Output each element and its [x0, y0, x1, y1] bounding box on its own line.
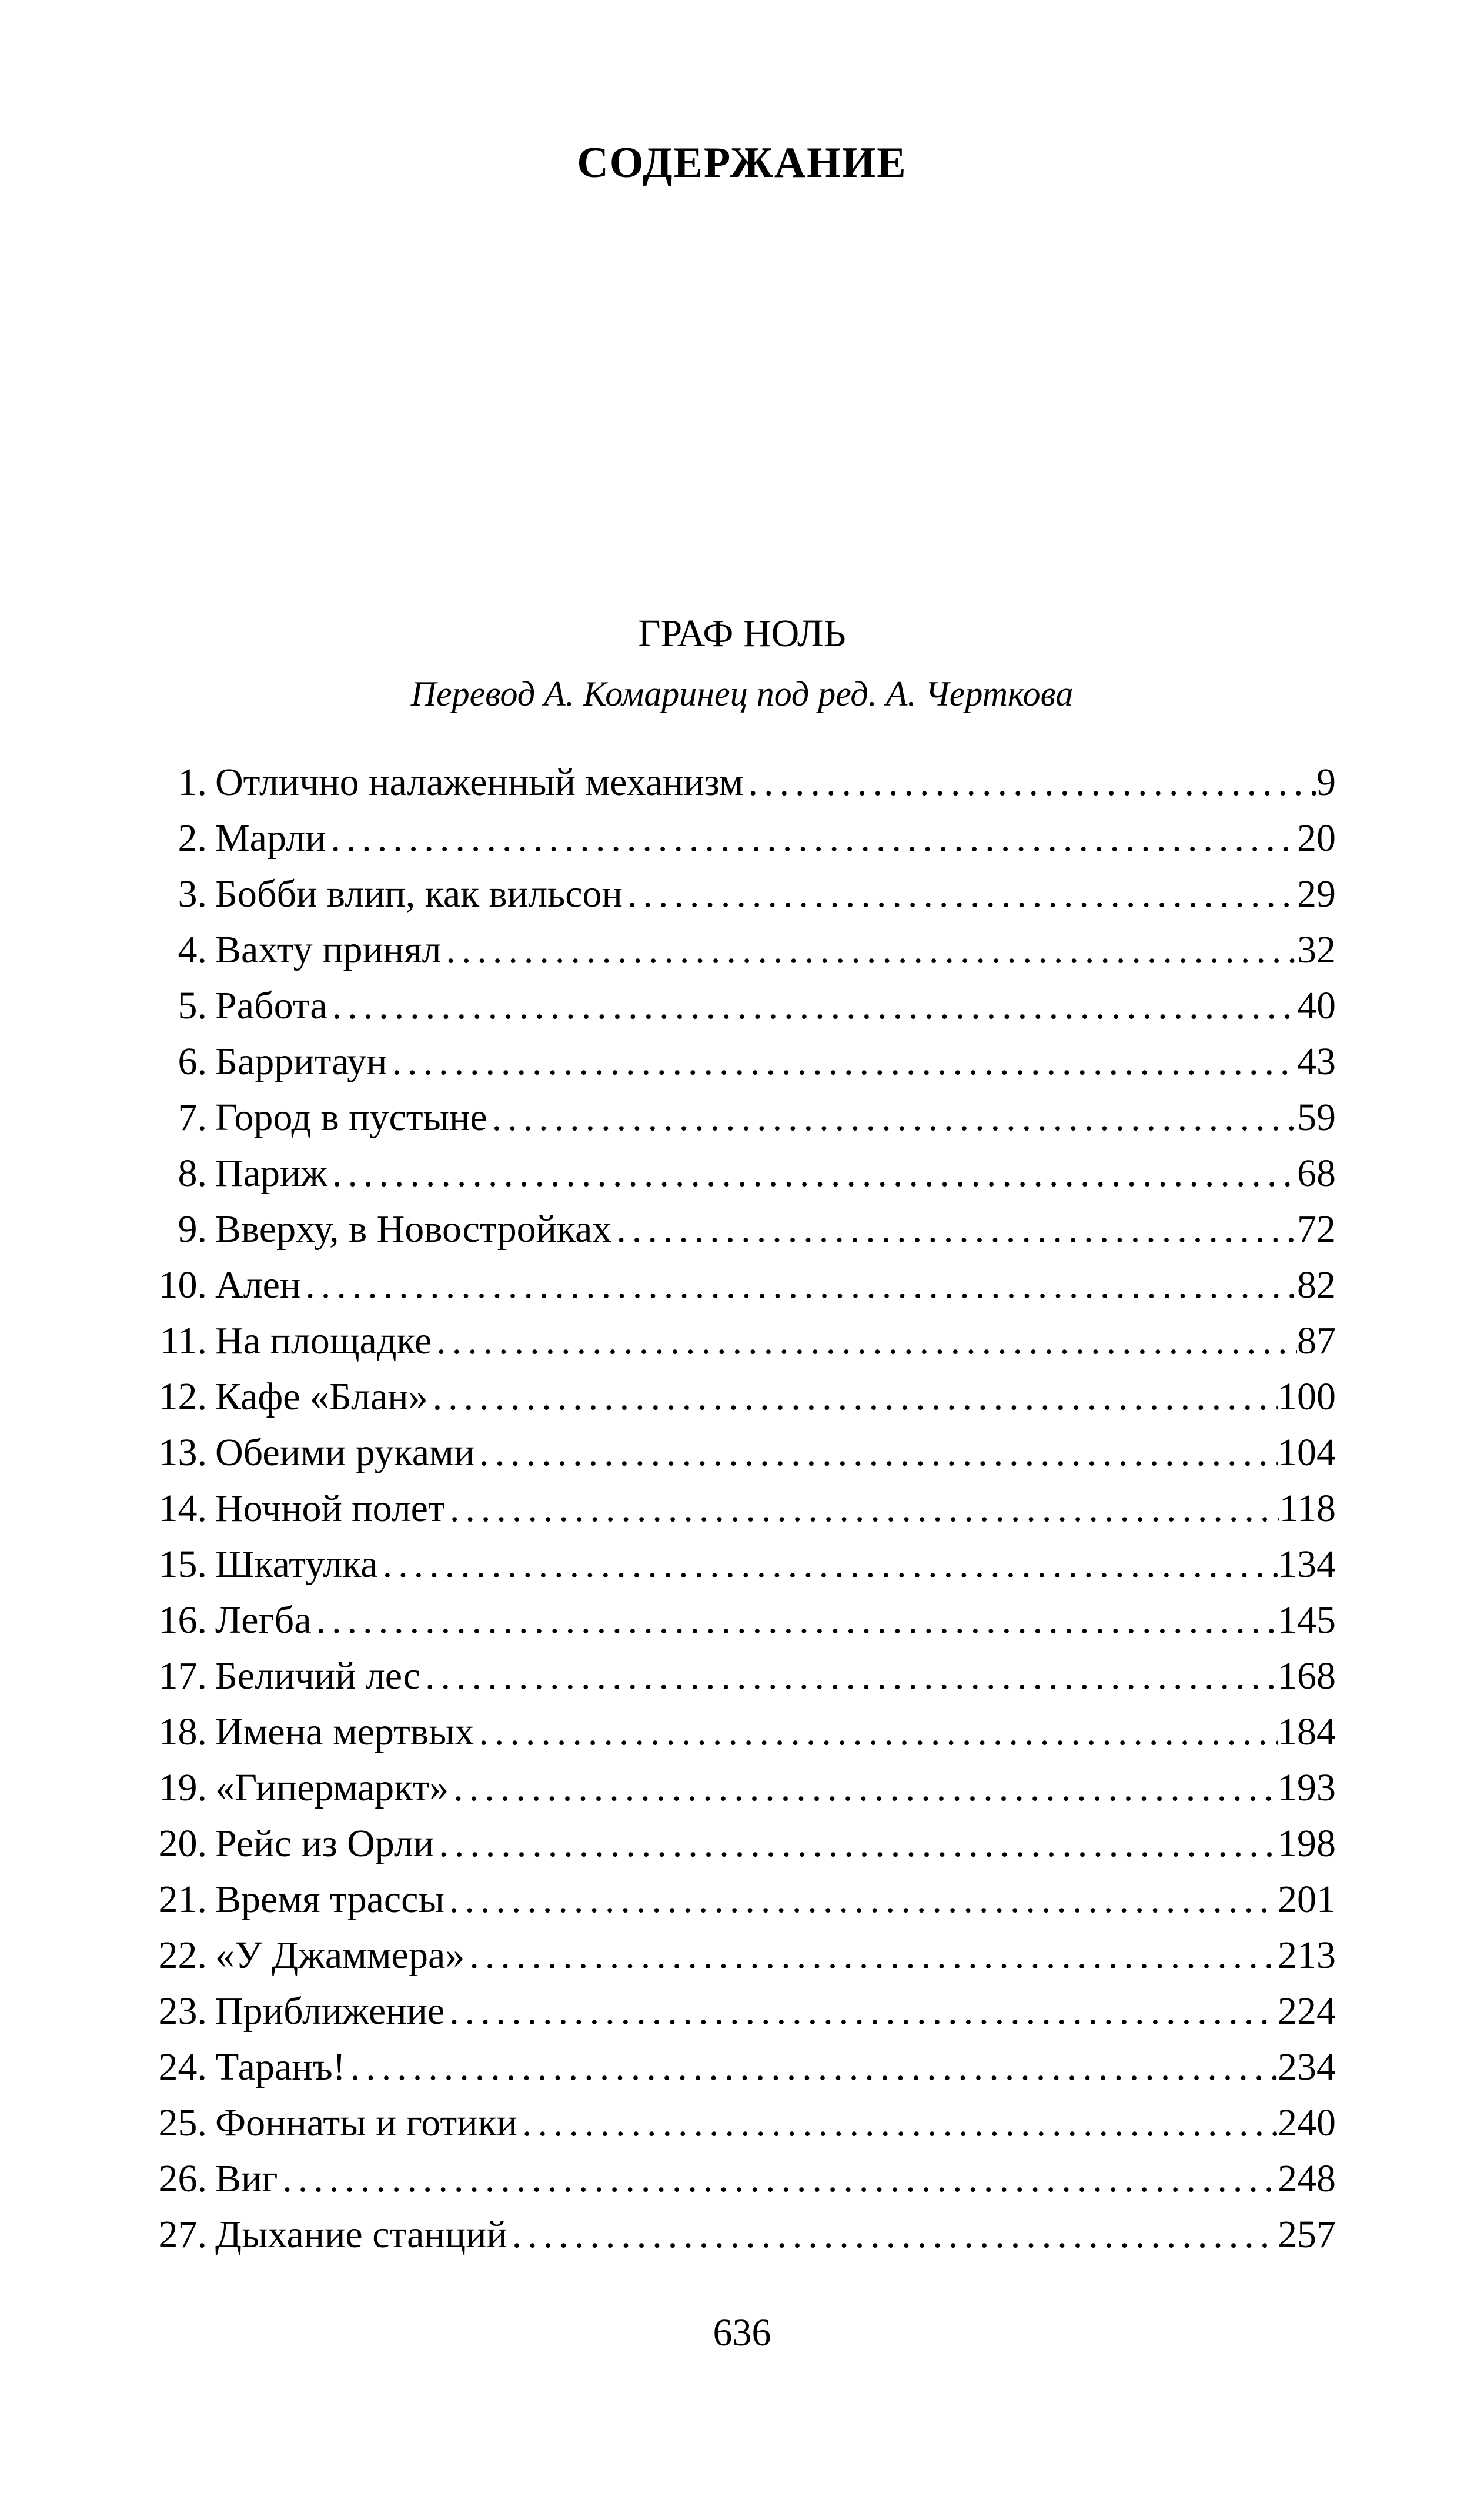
toc-entry: [153, 1201, 1336, 1257]
toc-entry-title: Город в пустыне: [215, 1096, 487, 1139]
toc-entry-page: 224: [1278, 1990, 1336, 2033]
toc-entry: [153, 978, 1336, 1034]
toc-entry-number: 6.: [178, 1040, 207, 1083]
toc-entry-page: 40: [1297, 984, 1336, 1027]
section-subtitle: Перевод А. Комаринец под ред. А. Черткова: [410, 674, 1074, 713]
toc-entry-page: 240: [1278, 2101, 1336, 2144]
toc-entry-page: 257: [1278, 2213, 1336, 2256]
toc-entry-page: 32: [1297, 928, 1336, 971]
toc-entry-title: Рейс из Орли: [215, 1822, 434, 1865]
toc-entry-title: Дыхание станций: [215, 2213, 507, 2256]
toc-entry: [153, 866, 1336, 922]
toc-entry-number: 14.: [158, 1487, 207, 1530]
dot-leader: [444, 1983, 1278, 2039]
toc-entry-page: 59: [1297, 1096, 1336, 1139]
toc-entry-number: 5.: [178, 984, 207, 1027]
toc-entry: [153, 2039, 1336, 2095]
toc-entry-title: Фоннаты и готики: [215, 2101, 517, 2144]
dot-leader: [507, 2207, 1278, 2262]
page-number: 636: [713, 2311, 771, 2354]
dot-leader: [517, 2095, 1278, 2151]
toc-entry-number: 2.: [178, 817, 207, 860]
toc-entry-number: 25.: [158, 2101, 207, 2144]
toc-entry-title: «У Джаммера»: [215, 1934, 465, 1977]
page-heading: СОДЕРЖАНИЕ: [577, 139, 907, 187]
dot-leader: [449, 1760, 1278, 1816]
dot-leader: [623, 866, 1297, 922]
dot-leader: [428, 1369, 1278, 1425]
toc-entry: [153, 1760, 1336, 1816]
toc-entry: [153, 1983, 1336, 2039]
toc-entry-title: Виг: [215, 2157, 278, 2200]
dot-leader: [327, 1145, 1297, 1201]
dot-leader: [611, 1201, 1297, 1257]
toc-entry: [153, 1145, 1336, 1201]
toc-entry-page: 134: [1278, 1543, 1336, 1586]
toc-entry: [153, 1313, 1336, 1369]
toc-entry: [153, 1871, 1336, 1927]
dot-leader: [474, 1704, 1278, 1760]
toc-entry-number: 20.: [158, 1822, 207, 1865]
toc-entry-number: 1.: [178, 761, 207, 804]
toc-entry-title: Ночной полет: [215, 1487, 445, 1530]
toc-entry: [153, 1089, 1336, 1145]
toc-entry-page: 168: [1278, 1655, 1336, 1697]
toc-entry-number: 24.: [158, 2046, 207, 2088]
toc-entry-page: 198: [1278, 1822, 1336, 1865]
toc-entry-number: 22.: [158, 1934, 207, 1977]
toc-entry-page: 100: [1278, 1375, 1336, 1418]
toc-entry-title: Вверху, в Новостройках: [215, 1208, 612, 1251]
toc-entry-page: 72: [1297, 1208, 1336, 1251]
toc-entry: [153, 1480, 1336, 1536]
toc-entry-page: 248: [1278, 2157, 1336, 2200]
toc-entry-page: 213: [1278, 1934, 1336, 1977]
toc-entry-page: 193: [1278, 1766, 1336, 1809]
toc-entry-number: 7.: [178, 1096, 207, 1139]
toc-entry-page: 234: [1278, 2046, 1336, 2088]
toc-entry: [153, 1592, 1336, 1648]
dot-leader: [300, 1257, 1297, 1313]
toc-entry-number: 3.: [178, 873, 207, 915]
toc-entry-page: 145: [1278, 1599, 1336, 1642]
dot-leader: [378, 1536, 1278, 1592]
toc-entry: [153, 810, 1336, 866]
toc-entry-title: Марли: [215, 817, 326, 860]
toc-entry-number: 26.: [158, 2157, 207, 2200]
toc-entry-title: Кафе «Блан»: [215, 1375, 428, 1418]
toc-entry: [153, 1536, 1336, 1592]
toc-entry-page: 184: [1278, 1710, 1336, 1753]
toc-entry-page: 87: [1297, 1319, 1336, 1362]
toc-entry: [153, 1034, 1336, 1089]
toc-entry-page: 82: [1297, 1264, 1336, 1306]
toc-entry: [153, 1257, 1336, 1313]
toc-entry-number: 12.: [158, 1375, 207, 1418]
dot-leader: [327, 978, 1297, 1034]
toc-entry-title: Отлично налаженный механизм: [215, 761, 744, 804]
toc-entry-page: 43: [1297, 1040, 1336, 1083]
toc-entry: [153, 1369, 1336, 1425]
dot-leader: [346, 2039, 1278, 2095]
toc-entry-title: Таранъ!: [215, 2046, 346, 2088]
dot-leader: [474, 1425, 1278, 1480]
toc-entry-number: 9.: [178, 1208, 207, 1251]
table-of-contents: [153, 754, 1336, 2262]
toc-entry-title: Приближение: [215, 1990, 445, 2033]
dot-leader: [387, 1034, 1297, 1089]
toc-entry-page: 104: [1278, 1431, 1336, 1474]
dot-leader: [434, 1816, 1278, 1871]
toc-entry-page: 68: [1297, 1152, 1336, 1195]
dot-leader: [420, 1648, 1278, 1704]
toc-entry-page: 29: [1297, 873, 1336, 915]
toc-entry: [153, 2207, 1336, 2262]
dot-leader: [445, 1480, 1279, 1536]
toc-entry-title: Бобби влип, как вильсон: [215, 873, 623, 915]
toc-entry-title: Париж: [215, 1152, 327, 1195]
toc-entry-number: 18.: [158, 1710, 207, 1753]
toc-entry-number: 13.: [158, 1431, 207, 1474]
dot-leader: [487, 1089, 1297, 1145]
toc-entry-title: Время трассы: [215, 1878, 444, 1921]
toc-entry-number: 19.: [158, 1766, 207, 1809]
dot-leader: [444, 1871, 1278, 1927]
toc-entry-title: Работа: [215, 984, 327, 1027]
toc-entry: [153, 2151, 1336, 2207]
toc-entry-title: Ален: [215, 1264, 301, 1306]
toc-entry: [153, 754, 1336, 810]
toc-entry-page: 9: [1316, 761, 1336, 804]
toc-entry: [153, 1816, 1336, 1871]
toc-entry: [153, 922, 1336, 978]
toc-entry-number: 16.: [158, 1599, 207, 1642]
dot-leader: [464, 1927, 1278, 1983]
toc-entry-title: Барритаун: [215, 1040, 387, 1083]
toc-entry: [153, 1927, 1336, 1983]
toc-entry-title: «Гипермаркт»: [215, 1766, 449, 1809]
toc-entry-title: Обеими руками: [215, 1431, 475, 1474]
toc-entry-number: 15.: [158, 1543, 207, 1586]
toc-entry-number: 11.: [159, 1319, 207, 1362]
toc-entry-number: 17.: [158, 1655, 207, 1697]
toc-entry-number: 21.: [158, 1878, 207, 1921]
section-title: ГРАФ НОЛЬ: [638, 612, 846, 655]
toc-entry: [153, 1425, 1336, 1480]
toc-entry-number: 8.: [178, 1152, 207, 1195]
toc-entry-page: 118: [1279, 1487, 1336, 1530]
dot-leader: [326, 810, 1297, 866]
toc-entry-title: Шкатулка: [215, 1543, 378, 1586]
dot-leader: [432, 1313, 1297, 1369]
toc-entry-number: 27.: [158, 2213, 207, 2256]
toc-entry: [153, 1648, 1336, 1704]
toc-entry-page: 201: [1278, 1878, 1336, 1921]
toc-entry-title: Вахту принял: [215, 928, 442, 971]
dot-leader: [744, 754, 1316, 810]
toc-entry-number: 23.: [158, 1990, 207, 2033]
toc-entry-number: 10.: [158, 1264, 207, 1306]
toc-entry-title: Легба: [215, 1599, 312, 1642]
toc-entry-number: 4.: [178, 928, 207, 971]
toc-entry-title: Имена мертвых: [215, 1710, 474, 1753]
toc-entry-page: 20: [1297, 817, 1336, 860]
dot-leader: [312, 1592, 1278, 1648]
toc-entry-title: Беличий лес: [215, 1655, 420, 1697]
toc-entry: [153, 2095, 1336, 2151]
toc-entry-title: На площадке: [215, 1319, 432, 1362]
toc-entry: [153, 1704, 1336, 1760]
dot-leader: [441, 922, 1297, 978]
dot-leader: [278, 2151, 1278, 2207]
